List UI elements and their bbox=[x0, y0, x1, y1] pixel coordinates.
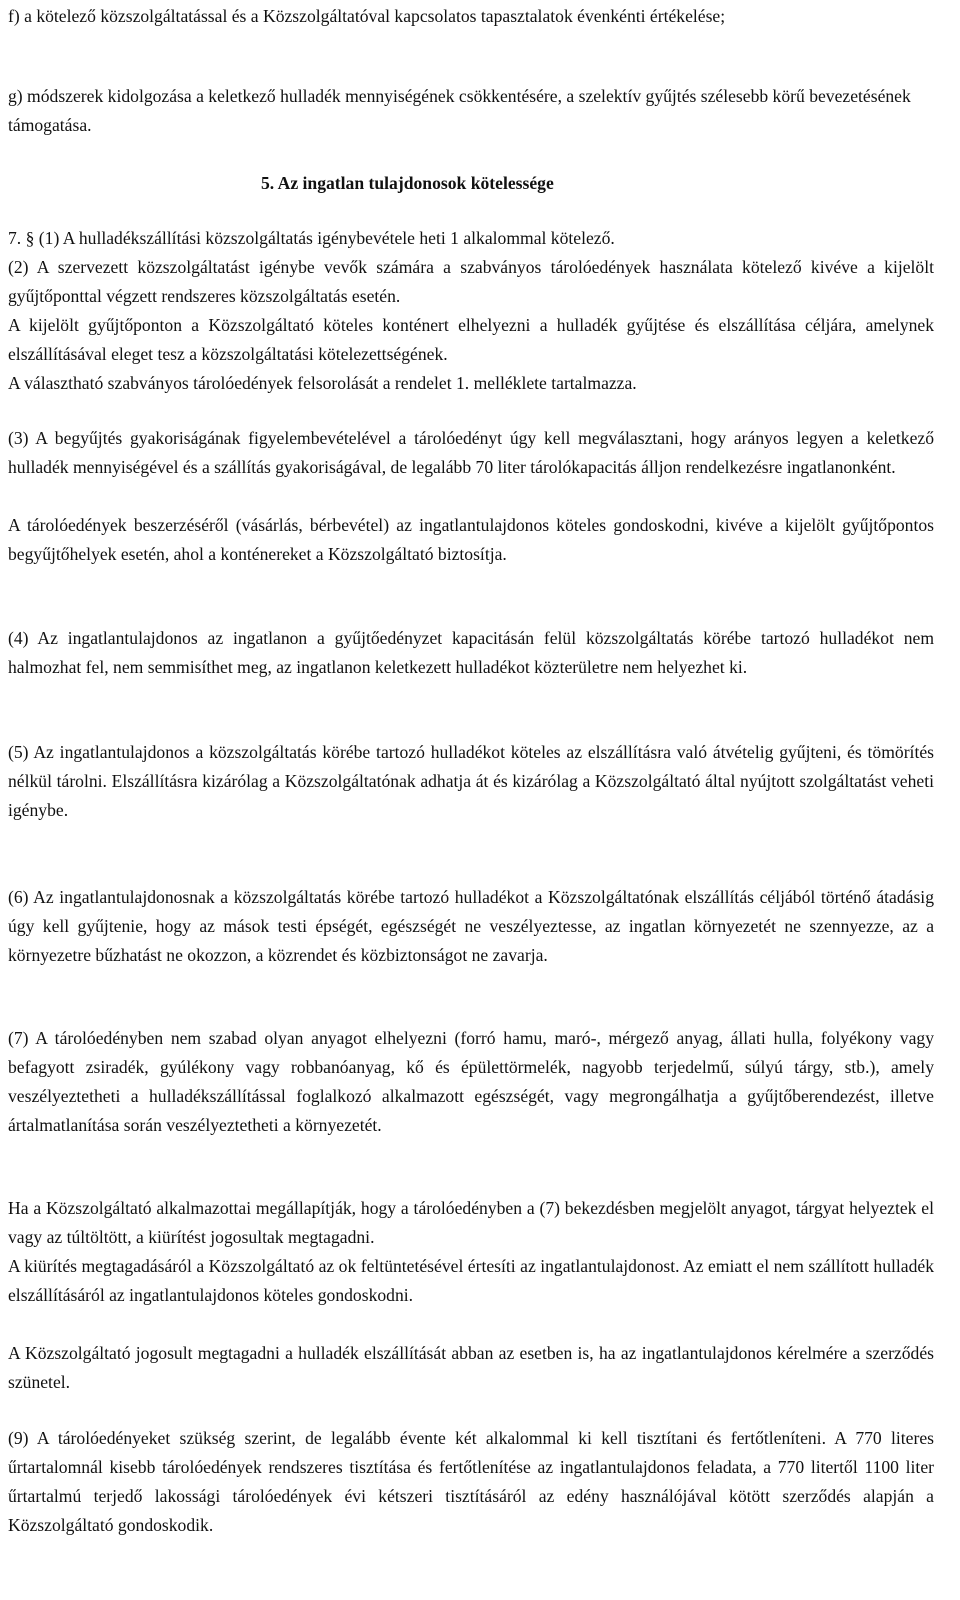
paragraph-refusal-suspension: A Közszolgáltató jogosult megtagadni a hulladék elszállítását abban az esetben is, ha az ingatlantulajdonos kérelmére a szerződés szünetel. bbox=[8, 1343, 934, 1392]
paragraph-9: (9) A tárolóedényeket szükség szerint, de legalább évente két alkalommal ki kell tisztítani és fertőtleníteni. A 770 literes űrtartalomnál kisebb tárolóedények rendszeres tisztítása és fertőtlenítése az ingatlantulajdonos feladata, a 770 litertől 1100 liter űrtartalmú terjedő lakossági tárolóedények évi kétszeri tisztításáról az edény használójával kötött szerződés alapján a Közszolgáltató gondoskodik. bbox=[8, 1428, 934, 1535]
paragraph-5: (5) Az ingatlantulajdonos a közszolgáltatás körébe tartozó hulladékot köteles az elszállításra való átvételig gyűjteni, és tömörítés nélkül tárolni. Elszállításra kizárólag a Közszolgáltatónak adhatja át és kizárólag a Közszolgáltató által nyújtott szolgáltatást veheti igénybe. bbox=[8, 742, 934, 820]
paragraph-6: (6) Az ingatlantulajdonosnak a közszolgáltatás körébe tartozó hulladékot a Közszolgáltatónak elszállítás céljából történő átadásig úgy kell gyűjtenie, hogy az mások testi épségét, egészségét ne veszélyeztesse, az ingatlan környezetét ne szennyezze, az a környezetre bűzhatást ne okozzon, a közrendet és közbiztonságot ne zavarja. bbox=[8, 887, 934, 965]
list-item-f: f) a kötelező közszolgáltatással és a Közszolgáltatóval kapcsolatos tapasztalatok évenkénti értékelése; bbox=[8, 6, 726, 26]
paragraph-2-container: A kijelölt gyűjtőponton a Közszolgáltató köteles konténert elhelyezni a hulladék gyűjtése és elszállítása céljára, amelynek elszállításával eleget tesz a közszolgáltatási kötelezettségének. bbox=[8, 315, 934, 364]
list-item-g: g) módszerek kidolgozása a keletkező hulladék mennyiségének csökkentésére, a szelektív gyűjtés szélesebb körű bevezetésének támogatása. bbox=[8, 86, 911, 135]
paragraph-7-1: 7. § (1) A hulladékszállítási közszolgáltatás igénybevétele heti 1 alkalommal kötelező. bbox=[8, 228, 615, 248]
paragraph-refusal-notice: A kiürítés megtagadásáról a Közszolgáltató az ok feltüntetésével értesíti az ingatlantulajdonost. Az emiatt el nem szállított hulladék elszállításáról az ingatlantulajdonos köteles gondoskodni. bbox=[8, 1256, 934, 1305]
paragraph-2-list: A választható szabványos tárolóedények felsorolását a rendelet 1. melléklete tartalmazza. bbox=[8, 373, 637, 393]
paragraph-7: (7) A tárolóedényben nem szabad olyan anyagot elhelyezni (forró hamu, maró-, mérgező anyag, állati hulla, folyékony vagy befagyott zsiradék, gyúlékony vagy robbanóanyag, kő és épülettörmelék, nagyobb terjedelmű, súlyú tárgy, stb.), amely veszélyeztetheti a hulladékszállítással foglalkozó alkalmazott egészségét, vagy megrongálhatja a gyűjtőberendezést, illetve ártalmatlanítása során veszélyeztetheti a környezetét. bbox=[8, 1028, 934, 1135]
paragraph-2: (2) A szervezett közszolgáltatást igénybe vevők számára a szabványos tárolóedények használata kötelező kivéve a kijelölt gyűjtőponttal végzett rendszeres közszolgáltatás esetén. bbox=[8, 257, 934, 306]
section-heading: 5. Az ingatlan tulajdonosok kötelessége bbox=[261, 173, 554, 193]
paragraph-3-procurement: A tárolóedények beszerzéséről (vásárlás, bérbevétel) az ingatlantulajdonos köteles gondoskodni, kivéve a kijelölt gyűjtőpontos begyűjtőhelyek esetén, ahol a konténereket a Közszolgáltató biztosítja. bbox=[8, 515, 934, 564]
paragraph-3: (3) A begyűjtés gyakoriságának figyelembevételével a tárolóedényt úgy kell megválasztani, hogy arányos legyen a keletkező hulladék mennyiségével és a szállítás gyakoriságával, de legalább 70 liter tárolókapacitás álljon rendelkezésre ingatlanonként. bbox=[8, 428, 934, 477]
paragraph-4: (4) Az ingatlantulajdonos az ingatlanon a gyűjtőedényzet kapacitásán felül közszolgáltatás körébe tartozó hulladékot nem halmozhat fel, nem semmisíthet meg, az ingatlanon keletkezett hulladékot közterületre nem helyezhet ki. bbox=[8, 628, 934, 677]
paragraph-refusal: Ha a Közszolgáltató alkalmazottai megállapítják, hogy a tárolóedényben a (7) bekezdésben megjelölt anyagot, tárgyat helyeztek el vagy az túltöltött, a kiürítést jogosultak megtagadni. bbox=[8, 1198, 934, 1247]
